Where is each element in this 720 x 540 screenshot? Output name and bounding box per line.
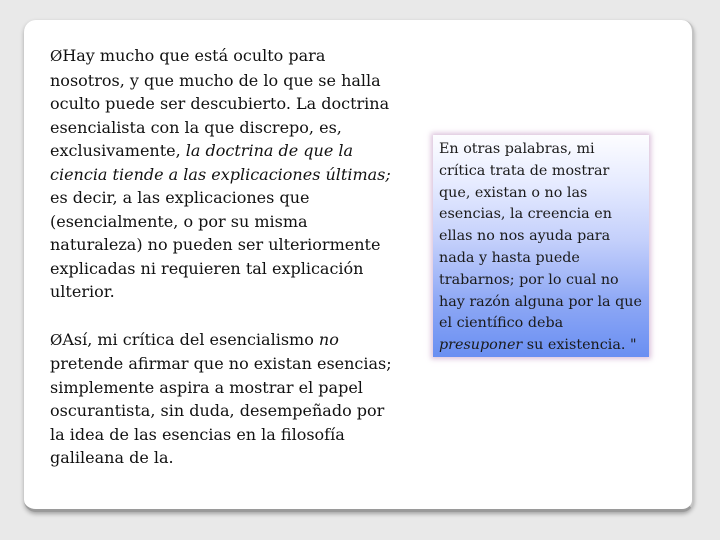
paragraph-1-text-end: es decir, a las explicaciones que (esencialmente, o por su misma naturaleza) no pueden ser ulteriormente explicadas ni requieren tal explicación ulterior.	[50, 188, 381, 301]
paragraph-critique	[50, 328, 395, 470]
callout-text-end: su existencia. "	[522, 337, 637, 354]
paragraph-2-text-start: Así, mi crítica del esencialismo	[62, 329, 319, 349]
arrow-bullet-icon: Ø	[50, 47, 63, 65]
paragraph-essentialism	[50, 44, 395, 304]
callout-text-start: En otras palabras, mi crítica trata de mostrar que, existan o no las esencias, la creencia en ellas no nos ayuda para nada y hasta puede trabarnos; por lo cual no hay razón alguna por la que el científico deba	[439, 141, 642, 332]
paragraph-1-text-start: Hay mucho que está oculto para nosotros, y que mucho de lo que se halla oculto puede ser descubierto. La doctrina esencialista con la que discrepo, es, exclusivamente,	[50, 46, 390, 160]
arrow-bullet-icon: Ø	[50, 330, 63, 349]
text-column	[50, 44, 395, 470]
paragraph-2-text-end: pretende afirmar que no existan esencias; simplemente aspira a mostrar el papel oscurantista, sin duda, desempeñado por la idea de las esencias en la filosofía galileana de la.	[50, 354, 392, 467]
quote-callout-box	[433, 135, 649, 357]
callout-italic-text: presuponer	[439, 337, 523, 354]
callout-text	[439, 139, 643, 357]
paragraph-1-italic-text: la doctrina de que la ciencia tiende a las explicaciones últimas;	[50, 141, 391, 184]
paragraph-2-italic-text: no	[318, 329, 339, 349]
